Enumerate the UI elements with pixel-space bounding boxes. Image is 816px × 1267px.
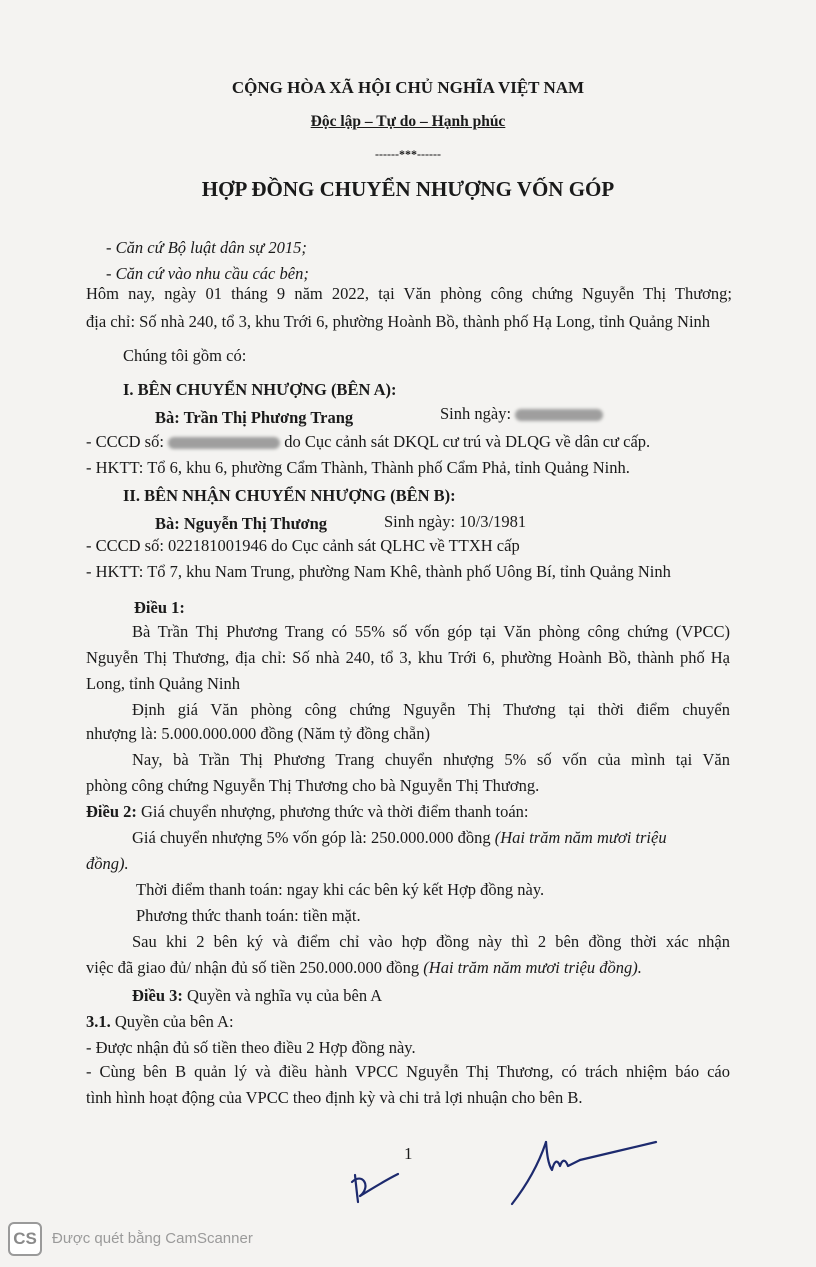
party-a-heading: I. BÊN CHUYỂN NHƯỢNG (BÊN A): bbox=[123, 380, 397, 399]
article-2-payment-time: Thời điểm thanh toán: ngay khi các bên ký kết Hợp đồng này. bbox=[136, 880, 545, 899]
article-1-p3-line2: phòng công chứng Nguyễn Thị Thương cho bà Nguyễn Thị Thương. bbox=[86, 776, 540, 795]
redaction-mark bbox=[168, 437, 280, 449]
article-2-confirm-amount: việc đã giao đủ/ nhận đủ số tiền 250.000.000 đồng bbox=[86, 958, 424, 977]
signatures bbox=[0, 1130, 816, 1220]
party-a-id-issuer: do Cục cảnh sát DKQL cư trú và DLQG về dân cư cấp. bbox=[284, 432, 651, 451]
article-3-1-item-1: - Được nhận đủ số tiền theo điều 2 Hợp đồng này. bbox=[86, 1038, 416, 1057]
country-name: CỘNG HÒA XÃ HỘI CHỦ NGHĨA VIỆT NAM bbox=[231, 78, 585, 97]
party-a-dob-label: Sinh ngày: bbox=[440, 404, 512, 423]
intro-address: địa chỉ: Số nhà 240, tổ 3, khu Trới 6, phường Hoành Bồ, thành phố Hạ Long, tỉnh Quảng Ninh bbox=[86, 312, 711, 331]
article-1-p1-line1: Bà Trần Thị Phương Trang có 55% số vốn góp tại Văn phòng công chứng (VPCC) bbox=[132, 622, 730, 641]
article-3-title: Quyền và nghĩa vụ của bên A bbox=[182, 986, 383, 1005]
article-2-payment-method: Phương thức thanh toán: tiền mặt. bbox=[136, 906, 361, 925]
party-a-name: Bà: Trần Thị Phương Trang bbox=[155, 408, 354, 427]
party-a-id bbox=[86, 432, 650, 452]
national-motto: Độc lập – Tự do – Hạnh phúc bbox=[310, 113, 506, 130]
page-number: 1 bbox=[404, 1144, 413, 1163]
article-2-price-words: (Hai trăm năm mươi triệu bbox=[494, 828, 667, 847]
article-1-p3-line1: Nay, bà Trần Thị Phương Trang chuyển nhượng 5% số vốn của mình tại Văn bbox=[132, 750, 730, 769]
signature-party-a bbox=[352, 1174, 398, 1202]
article-1-p2-line1: Định giá Văn phòng công chứng Nguyễn Thị Thương tại thời điểm chuyển bbox=[132, 700, 730, 719]
intro-date-place: Hôm nay, ngày 01 tháng 9 năm 2022, tại Văn phòng công chứng Nguyễn Thị Thương; bbox=[86, 284, 732, 303]
article-3-1-item-2-line2: tình hình hoạt động của VPCC theo định kỳ và chi trả lợi nhuận cho bên B. bbox=[86, 1088, 583, 1107]
article-2-price-words-end: đồng). bbox=[86, 854, 129, 873]
article-3-1-heading bbox=[86, 1012, 234, 1032]
article-3-1-number: 3.1. bbox=[86, 1012, 111, 1031]
header-ornament: ------***------ bbox=[375, 147, 441, 161]
article-2-heading bbox=[86, 802, 529, 822]
party-b-heading: II. BÊN NHẬN CHUYỂN NHƯỢNG (BÊN B): bbox=[123, 486, 456, 505]
article-1-p1-line3: Long, tỉnh Quảng Ninh bbox=[86, 674, 240, 693]
article-2-label: Điều 2: bbox=[86, 802, 137, 821]
article-3-label: Điều 3: bbox=[132, 986, 183, 1005]
camscanner-watermark bbox=[8, 1222, 428, 1258]
article-2-confirm-line2 bbox=[86, 958, 642, 978]
article-3-1-title: Quyền của bên A: bbox=[110, 1012, 234, 1031]
article-1-heading: Điều 1: bbox=[134, 598, 185, 617]
article-3-heading bbox=[132, 986, 382, 1006]
article-2-confirm-line1: Sau khi 2 bên ký và điểm chỉ vào hợp đồng này thì 2 bên đồng thời xác nhận bbox=[132, 932, 730, 951]
article-1-p2-line2: nhượng là: 5.000.000.000 đồng (Năm tỷ đồng chẵn) bbox=[86, 724, 430, 743]
basis-needs: - Căn cứ vào nhu cầu các bên; bbox=[106, 264, 309, 283]
party-b-id: - CCCD số: 022181001946 do Cục cảnh sát QLHC về TTXH cấp bbox=[86, 536, 520, 555]
article-2-price bbox=[132, 828, 667, 848]
basis-civil-code: - Căn cứ Bộ luật dân sự 2015; bbox=[106, 238, 307, 257]
camscanner-logo: CS bbox=[8, 1222, 42, 1256]
article-2-title: Giá chuyển nhượng, phương thức và thời điểm thanh toán: bbox=[136, 802, 529, 821]
article-3-1-item-2-line1: - Cùng bên B quản lý và điều hành VPCC Nguyễn Thị Thương, có trách nhiệm báo cáo bbox=[86, 1062, 730, 1081]
party-b-residence: - HKTT: Tổ 7, khu Nam Trung, phường Nam Khê, thành phố Uông Bí, tỉnh Quảng Ninh bbox=[86, 562, 671, 581]
redaction-mark bbox=[515, 409, 603, 421]
signature-party-b bbox=[512, 1142, 656, 1204]
article-2-confirm-words: (Hai trăm năm mươi triệu đồng). bbox=[423, 958, 642, 977]
camscanner-text: Được quét bằng CamScanner bbox=[52, 1230, 253, 1247]
intro-we-are: Chúng tôi gồm có: bbox=[123, 346, 247, 365]
article-1-p1-line2: Nguyễn Thị Thương, địa chỉ: Số nhà 240, tổ 3, khu Trới 6, phường Hoành Bồ, thành phố Hạ bbox=[86, 648, 730, 667]
party-a-id-prefix: - CCCD số: bbox=[86, 432, 164, 451]
party-a-dob bbox=[440, 404, 603, 424]
party-a-residence: - HKTT: Tổ 6, khu 6, phường Cẩm Thành, Thành phố Cẩm Phả, tỉnh Quảng Ninh. bbox=[86, 458, 630, 477]
document-title: HỢP ĐỒNG CHUYỂN NHƯỢNG VỐN GÓP bbox=[201, 177, 615, 201]
party-b-name: Bà: Nguyễn Thị Thương bbox=[155, 514, 328, 533]
article-2-price-amount: Giá chuyển nhượng 5% vốn góp là: 250.000.000 đồng bbox=[132, 828, 495, 847]
party-b-dob: Sinh ngày: 10/3/1981 bbox=[384, 512, 527, 531]
